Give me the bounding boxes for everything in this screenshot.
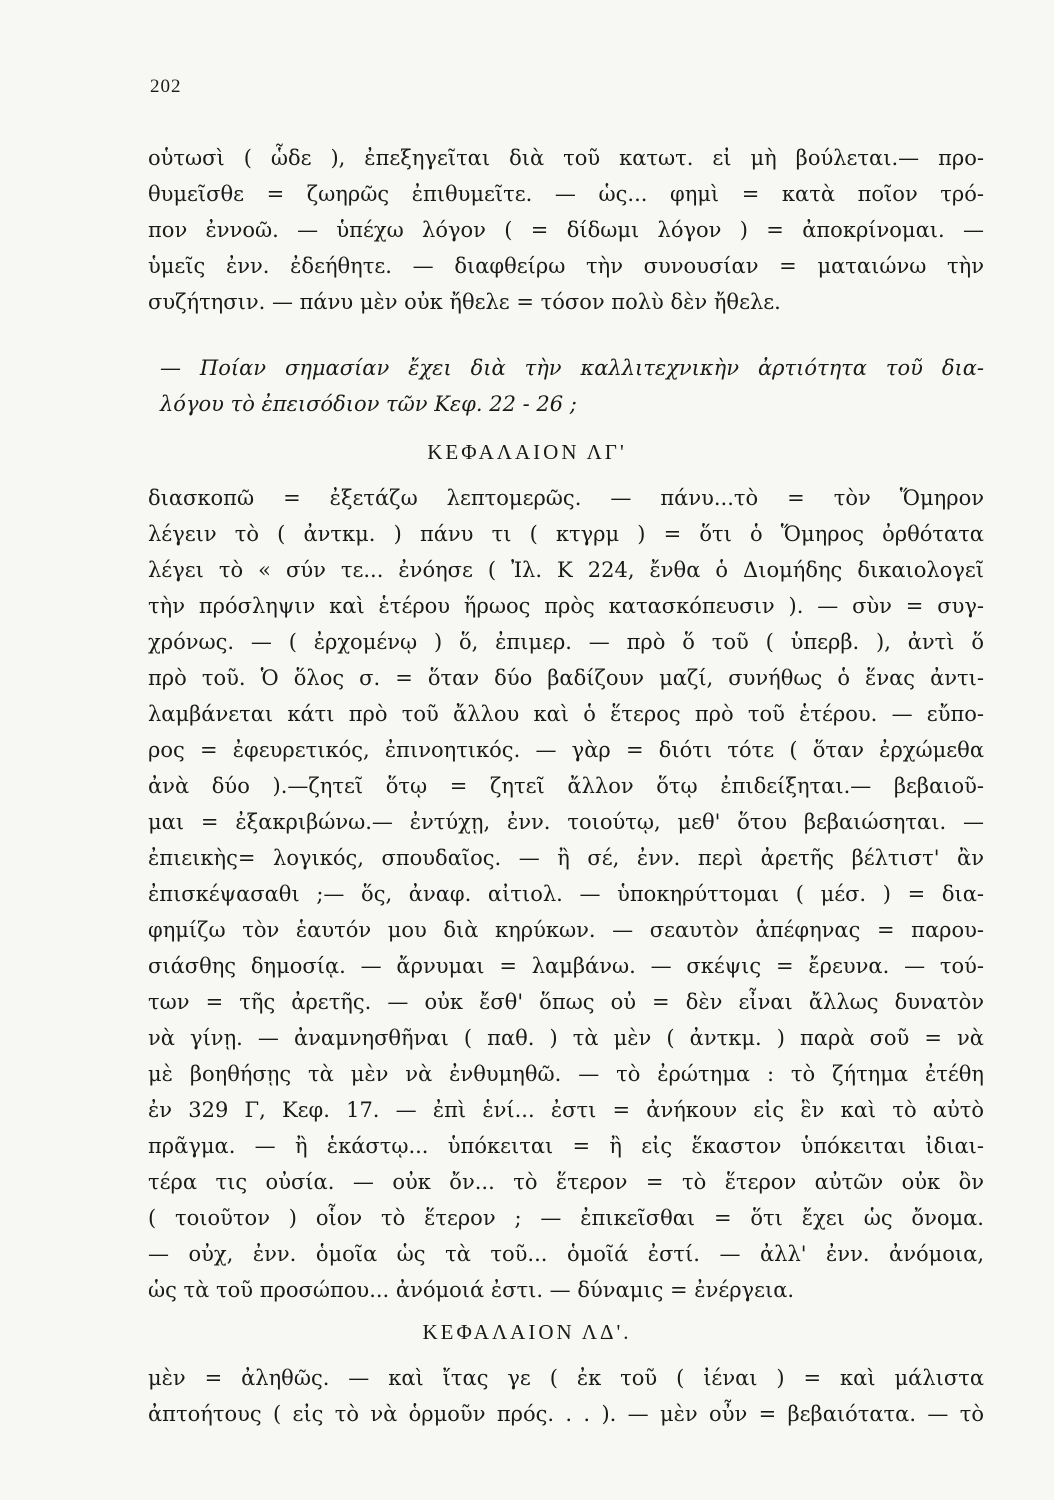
text-line: χρόνως. — ( ἐρχομένῳ ) ὅ, ἐπιμερ. — πρὸ ὅ τοῦ ( ὑπερβ. ), ἀντὶ ὅ: [148, 630, 984, 654]
text-line: ἀπτοήτους ( εἰς τὸ νὰ ὁρμοῦν πρός. . . ). — μὲν οὖν = βεβαιότατα. — τὸ: [148, 1402, 984, 1426]
text-line: ἐπισκέψασαθι ;— ὅς, ἀναφ. αἰτιολ. — ὑποκηρύττομαι ( μέσ. ) = δια-: [148, 882, 984, 906]
glossary-block-1: [148, 140, 984, 320]
question-block: [160, 350, 984, 422]
chapter-heading-lg: ΚΕΦΑΛΑΙΟΝ ΛΓ': [427, 440, 627, 464]
question-line: λόγου τὸ ἐπεισόδιον τῶν Κεφ. 22 - 26 ;: [160, 392, 577, 416]
text-line: συζήτησιν. — πάνυ μὲν οὐκ ἤθελε = τόσον πολὺ δὲν ἤθελε.: [148, 290, 781, 314]
text-line: νὰ γίνῃ. — ἀναμνησθῆναι ( παθ. ) τὰ μὲν ( ἀντκμ. ) παρὰ σοῦ = νὰ: [148, 1026, 984, 1050]
text-line: πρὸ τοῦ. Ὁ ὅλος σ. = ὅταν δύο βαδίζουν μαζί, συνήθως ὁ ἕνας ἀντι-: [148, 666, 984, 690]
chapter-heading-ld: ΚΕΦΑΛΑΙΟΝ ΛΔ'.: [422, 1320, 632, 1344]
question-line: — Ποίαν σημασίαν ἔχει διὰ τὴν καλλιτεχνικὴν ἀρτιότητα τοῦ δια-: [160, 356, 984, 380]
text-line: τὴν πρόσληψιν καὶ ἑτέρου ἥρωος πρὸς κατασκόπευσιν ). — σὺν = συγ-: [148, 594, 984, 618]
text-line: ἐπιεικὴς= λογικός, σπουδαῖος. — ἢ σέ, ἐνν. περὶ ἀρετῆς βέλτιστ' ἂν: [148, 846, 984, 870]
text-line: τέρα τις οὐσία. — οὐκ ὄν... τὸ ἕτερον = τὸ ἕτερον αὐτῶν οὐκ ὂν: [148, 1170, 984, 1194]
text-line: οὑτωσὶ ( ὧδε ), ἐπεξηγεῖται διὰ τοῦ κατωτ. εἰ μὴ βούλεται.— προ-: [148, 146, 984, 170]
text-line: — οὐχ, ἐνν. ὁμοῖα ὡς τὰ τοῦ... ὁμοῖά ἐστί. — ἀλλ' ἐνν. ἀνόμοια,: [148, 1242, 984, 1266]
text-line: σιάσθης δημοσίᾳ. — ἄρνυμαι = λαμβάνω. — σκέψις = ἔρευνα. — τού-: [148, 954, 984, 978]
text-line: λαμβάνεται κάτι πρὸ τοῦ ἄλλου καὶ ὁ ἕτερος πρὸ τοῦ ἑτέρου. — εὔπο-: [148, 702, 984, 726]
text-line: ὑμεῖς ἐνν. ἐδεήθητε. — διαφθείρω τὴν συνουσίαν = ματαιώνω τὴν: [148, 254, 984, 278]
text-line: ἐν 329 Γ, Κεφ. 17. — ἐπὶ ἑνί... ἐστι = ἀνήκουν εἰς ἓν καὶ τὸ αὐτὸ: [148, 1098, 984, 1122]
glossary-block-3: [148, 1360, 984, 1432]
text-line: λέγειν τὸ ( ἀντκμ. ) πάνυ τι ( κτγρμ ) = ὅτι ὁ Ὅμηρος ὀρθότατα: [148, 522, 984, 546]
text-line: πρᾶγμα. — ἢ ἑκάστῳ... ὑπόκειται = ἢ εἰς ἕκαστον ὑπόκειται ἰδιαι-: [148, 1134, 984, 1158]
text-line: διασκοπῶ = ἐξετάζω λεπτομερῶς. — πάνυ...τὸ = τὸν Ὅμηρον: [148, 486, 984, 510]
text-line: φημίζω τὸν ἑαυτόν μου διὰ κηρύκων. — σεαυτὸν ἀπέφηνας = παρου-: [148, 918, 984, 942]
text-line: ὡς τὰ τοῦ προσώπου... ἀνόμοιά ἐστι. — δύναμις = ἐνέργεια.: [148, 1278, 795, 1302]
page-number: 202: [150, 76, 182, 97]
text-line: λέγει τὸ « σύν τε... ἐνόησε ( Ἰλ. Κ 224, ἔνθα ὁ Διομήδης δικαιολογεῖ: [148, 558, 984, 582]
text-line: μαι = ἐξακριβώνω.— ἐντύχῃ, ἐνν. τοιούτῳ, μεθ' ὅτου βεβαιώσηται. —: [148, 810, 984, 834]
text-line: ἀνὰ δύο ).—ζητεῖ ὅτῳ = ζητεῖ ἄλλον ὅτῳ ἐπιδείξηται.— βεβαιοῦ-: [148, 774, 984, 798]
text-line: των = τῆς ἀρετῆς. — οὐκ ἔσθ' ὅπως οὐ = δὲν εἶναι ἄλλως δυνατὸν: [148, 990, 984, 1014]
text-line: μὲ βοηθήσῃς τὰ μὲν νὰ ἐνθυμηθῶ. — τὸ ἐρώτημα : τὸ ζήτημα ἐτέθη: [148, 1062, 984, 1086]
text-line: θυμεῖσθε = ζωηρῶς ἐπιθυμεῖτε. — ὡς... φημὶ = κατὰ ποῖον τρό-: [148, 182, 984, 206]
glossary-block-2: [148, 480, 984, 1308]
text-line: ( τοιοῦτον ) οἷον τὸ ἕτερον ; — ἐπικεῖσθαι = ὅτι ἔχει ὡς ὄνομα.: [148, 1206, 984, 1230]
text-line: πον ἐννοῶ. — ὑπέχω λόγον ( = δίδωμι λόγον ) = ἀποκρίνομαι. —: [148, 218, 984, 242]
text-line: ρος = ἐφευρετικός, ἐπινοητικός. — γὰρ = διότι τότε ( ὅταν ἐρχώμεθα: [148, 738, 984, 762]
text-line: μὲν = ἀληθῶς. — καὶ ἴτας γε ( ἐκ τοῦ ( ἰέναι ) = καὶ μάλιστα: [148, 1366, 984, 1390]
